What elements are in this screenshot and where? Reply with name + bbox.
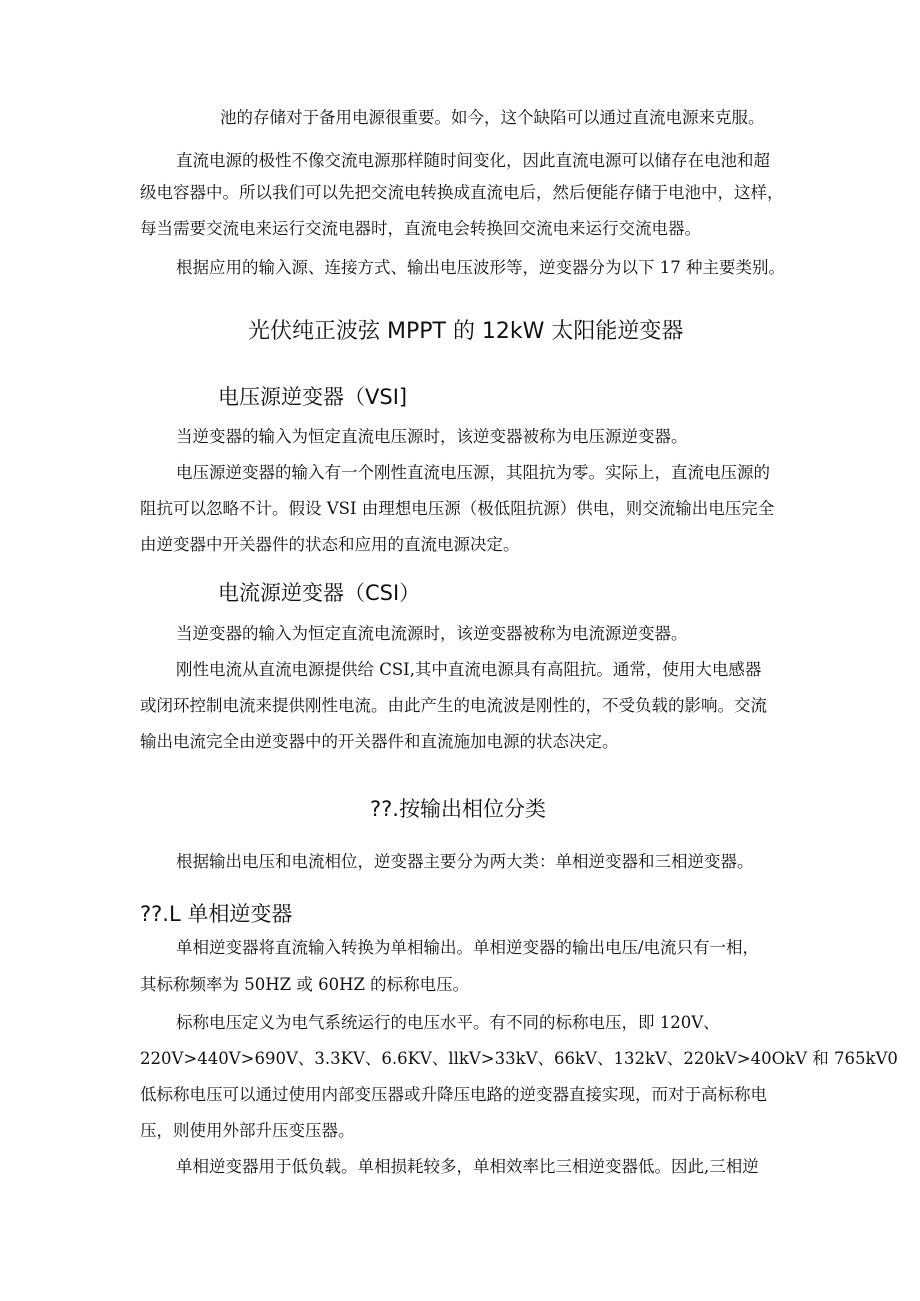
paragraph-line: 电压源逆变器的输入有一个刚性直流电压源，其阻抗为零。实际上，直流电压源的 <box>176 463 770 482</box>
paragraph-line: 当逆变器的输入为恒定直流电流源时，该逆变器被称为电流源逆变器。 <box>176 624 688 643</box>
paragraph-line: 阻抗可以忽略不计。假设 VSI 由理想电压源（极低阻抗源）供电，则交流输出电压完全 <box>140 499 775 518</box>
paragraph-line: 由逆变器中开关器件的状态和应用的直流电源决定。 <box>140 535 520 554</box>
paragraph-line: 输出电流完全由逆变器中的开关器件和直流施加电源的状态决定。 <box>140 732 619 751</box>
paragraph-line: 池的存储对于备用电源很重要。如今，这个缺陷可以通过直流电源来克服。 <box>220 108 765 127</box>
main-title: 光伏纯正波弦 MPPT 的 12kW 太阳能逆变器 <box>248 319 684 344</box>
paragraph-line: 直流电源的极性不像交流电源那样随时间变化，因此直流电源可以储存在电池和超 <box>176 151 770 170</box>
paragraph-line: 级电容器中。所以我们可以先把交流电转换成直流电后，然后便能存储于电池中，这样， <box>140 183 784 202</box>
paragraph-line: 单相逆变器将直流输入转换为单相输出。单相逆变器的输出电压/电流只有一相， <box>176 938 760 957</box>
paragraph-line: 刚性电流从直流电源提供给 CSI,其中直流电源具有高阻抗。通常，使用大电感器 <box>176 660 762 679</box>
paragraph-line: 标称电压定义为电气系统运行的电压水平。有不同的标称电压，即 120V、 <box>176 1013 720 1032</box>
section-heading-phase: ??.按输出相位分类 <box>370 797 546 821</box>
paragraph-line: 根据应用的输入源、连接方式、输出电压波形等，逆变器分为以下 17 种主要类别。 <box>176 258 785 277</box>
paragraph-line: 其标称频率为 50HZ 或 60HZ 的标称电压。 <box>140 975 470 994</box>
paragraph-line: 低标称电压可以通过使用内部变压器或升降压电路的逆变器直接实现，而对于高标称电 <box>140 1085 767 1104</box>
paragraph-line: 根据输出电压和电流相位，逆变器主要分为两大类：单相逆变器和三相逆变器。 <box>176 852 754 871</box>
paragraph-line: 压，则使用外部升压变压器。 <box>140 1121 355 1140</box>
paragraph-line: 单相逆变器用于低负载。单相损耗较多，单相效率比三相逆变器低。因此,三相逆 <box>176 1157 759 1176</box>
paragraph-line: 每当需要交流电来运行交流电器时，直流电会转换回交流电来运行交流电器。 <box>140 219 701 238</box>
paragraph-line: 220V>440V>690V、3.3KV、6.6KV、llkV>33kV、66kV、132kV、220kV>40OkV 和 765kV0 <box>140 1049 898 1068</box>
section-heading-single-phase: ??.L 单相逆变器 <box>140 902 293 926</box>
paragraph-line: 或闭环控制电流来提供刚性电流。由此产生的电流波是刚性的，不受负载的影响。交流 <box>140 696 767 715</box>
paragraph-line: 当逆变器的输入为恒定直流电压源时，该逆变器被称为电压源逆变器。 <box>176 427 688 446</box>
section-heading-csi: 电流源逆变器（CSI） <box>218 581 421 605</box>
section-heading-vsi: 电压源逆变器（VSI] <box>218 385 408 409</box>
